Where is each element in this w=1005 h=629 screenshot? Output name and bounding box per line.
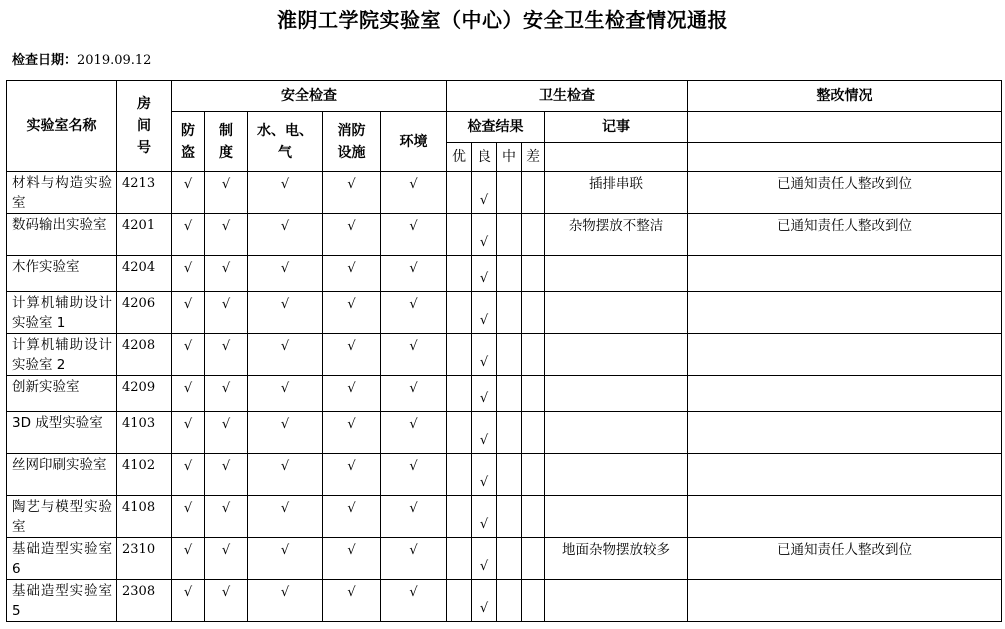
grade-cell — [447, 172, 472, 214]
safety-check-mark: √ — [172, 454, 205, 496]
safety-check-mark: √ — [323, 496, 381, 538]
safety-check-mark: √ — [248, 454, 323, 496]
safety-check-mark: √ — [205, 334, 248, 376]
room-number-cell: 4201 — [117, 214, 172, 256]
header-grade-fair: 中 — [497, 143, 522, 172]
rectification-cell — [688, 256, 1002, 292]
grade-cell — [497, 496, 522, 538]
grade-cell — [447, 256, 472, 292]
lab-name-cell: 数码输出实验室 — [7, 214, 117, 256]
grade-cell — [497, 172, 522, 214]
grade-cell — [447, 580, 472, 622]
safety-check-mark: √ — [172, 412, 205, 454]
header-rectification-blank — [688, 112, 1002, 143]
safety-check-mark: √ — [323, 334, 381, 376]
safety-check-mark: √ — [205, 580, 248, 622]
safety-check-mark: √ — [205, 256, 248, 292]
lab-name-cell: 丝网印刷实验室 — [7, 454, 117, 496]
header-room-no: 房间号 — [117, 81, 172, 172]
notes-cell — [545, 496, 688, 538]
notes-cell — [545, 454, 688, 496]
header-safety-check: 安全检查 — [172, 81, 447, 112]
table-row — [7, 214, 1002, 256]
header-rectification: 整改情况 — [688, 81, 1002, 112]
inspection-table — [6, 80, 1002, 622]
safety-check-mark: √ — [323, 172, 381, 214]
rectification-cell — [688, 292, 1002, 334]
rectification-cell: 已通知责任人整改到位 — [688, 214, 1002, 256]
grade-cell — [522, 292, 545, 334]
safety-check-mark: √ — [323, 454, 381, 496]
grade-cell: √ — [472, 214, 497, 256]
safety-check-mark: √ — [323, 412, 381, 454]
lab-name-cell: 3D 成型实验室 — [7, 412, 117, 454]
safety-check-mark: √ — [381, 538, 447, 580]
grade-cell: √ — [472, 256, 497, 292]
lab-name-cell: 计算机辅助设计实验室 1 — [7, 292, 117, 334]
safety-check-mark: √ — [205, 538, 248, 580]
safety-check-mark: √ — [381, 496, 447, 538]
lab-name-cell: 基础造型实验室 6 — [7, 538, 117, 580]
grade-cell: √ — [472, 496, 497, 538]
grade-cell: √ — [472, 580, 497, 622]
rectification-cell: 已通知责任人整改到位 — [688, 538, 1002, 580]
grade-cell — [522, 376, 545, 412]
table-row — [7, 454, 1002, 496]
safety-check-mark: √ — [205, 214, 248, 256]
safety-check-mark: √ — [381, 412, 447, 454]
safety-check-mark: √ — [205, 376, 248, 412]
grade-cell — [447, 538, 472, 580]
notes-cell — [545, 256, 688, 292]
room-number-cell: 4204 — [117, 256, 172, 292]
safety-check-mark: √ — [205, 292, 248, 334]
safety-check-mark: √ — [248, 538, 323, 580]
header-hygiene-check: 卫生检查 — [447, 81, 688, 112]
header-theft-prevention: 防盗 — [172, 112, 205, 172]
inspection-date-value: 2019.09.12 — [77, 53, 152, 68]
safety-check-mark: √ — [248, 496, 323, 538]
safety-check-mark: √ — [323, 292, 381, 334]
report-title: 淮阴工学院实验室（中心）安全卫生检查情况通报 — [277, 8, 728, 32]
header-notes: 记事 — [545, 112, 688, 143]
lab-name-cell: 计算机辅助设计实验室 2 — [7, 334, 117, 376]
rectification-cell — [688, 376, 1002, 412]
inspection-date-label: 检查日期： — [12, 53, 78, 68]
lab-name-cell: 材料与构造实验室 — [7, 172, 117, 214]
safety-check-mark: √ — [172, 580, 205, 622]
safety-check-mark: √ — [381, 214, 447, 256]
grade-cell — [522, 538, 545, 580]
safety-check-mark: √ — [172, 214, 205, 256]
room-number-cell: 4103 — [117, 412, 172, 454]
grade-cell: √ — [472, 454, 497, 496]
rectification-cell — [688, 580, 1002, 622]
safety-check-mark: √ — [323, 214, 381, 256]
grade-cell — [497, 580, 522, 622]
grade-cell: √ — [472, 334, 497, 376]
grade-cell — [447, 496, 472, 538]
grade-cell: √ — [472, 376, 497, 412]
safety-check-mark: √ — [323, 376, 381, 412]
table-row — [7, 292, 1002, 334]
room-number-cell: 2308 — [117, 580, 172, 622]
room-number-cell: 4108 — [117, 496, 172, 538]
safety-check-mark: √ — [248, 412, 323, 454]
safety-check-mark: √ — [248, 214, 323, 256]
rectification-cell — [688, 496, 1002, 538]
safety-check-mark: √ — [381, 376, 447, 412]
notes-cell: 插排串联 — [545, 172, 688, 214]
table-row — [7, 334, 1002, 376]
inspection-date — [12, 49, 151, 68]
room-number-cell: 4209 — [117, 376, 172, 412]
room-number-cell: 4208 — [117, 334, 172, 376]
table-row — [7, 580, 1002, 622]
safety-check-mark: √ — [205, 454, 248, 496]
table-row — [7, 376, 1002, 412]
header-grade-poor: 差 — [522, 143, 545, 172]
grade-cell — [497, 454, 522, 496]
safety-check-mark: √ — [248, 376, 323, 412]
safety-check-mark: √ — [248, 580, 323, 622]
table-row — [7, 496, 1002, 538]
safety-check-mark: √ — [381, 256, 447, 292]
grade-cell — [447, 292, 472, 334]
header-water-electric-gas: 水、电、气 — [248, 112, 323, 172]
grade-cell — [497, 292, 522, 334]
grade-cell — [522, 454, 545, 496]
lab-name-cell: 基础造型实验室 5 — [7, 580, 117, 622]
rectification-cell: 已通知责任人整改到位 — [688, 172, 1002, 214]
grade-cell: √ — [472, 292, 497, 334]
notes-cell — [545, 412, 688, 454]
safety-check-mark: √ — [381, 292, 447, 334]
grade-cell — [447, 412, 472, 454]
grade-cell — [522, 334, 545, 376]
safety-check-mark: √ — [248, 334, 323, 376]
header-fire-facilities: 消防设施 — [323, 112, 381, 172]
header-rectification-blank-2 — [688, 143, 1002, 172]
rectification-cell — [688, 334, 1002, 376]
safety-check-mark: √ — [381, 172, 447, 214]
room-number-cell: 2310 — [117, 538, 172, 580]
grade-cell: √ — [472, 172, 497, 214]
header-notes-blank — [545, 143, 688, 172]
grade-cell — [522, 256, 545, 292]
notes-cell: 地面杂物摆放较多 — [545, 538, 688, 580]
safety-check-mark: √ — [172, 496, 205, 538]
table-row — [7, 412, 1002, 454]
safety-check-mark: √ — [323, 256, 381, 292]
lab-name-cell: 创新实验室 — [7, 376, 117, 412]
safety-check-mark: √ — [205, 172, 248, 214]
safety-check-mark: √ — [205, 412, 248, 454]
safety-check-mark: √ — [172, 172, 205, 214]
safety-check-mark: √ — [248, 292, 323, 334]
safety-check-mark: √ — [323, 580, 381, 622]
grade-cell — [447, 454, 472, 496]
grade-cell — [522, 214, 545, 256]
rectification-cell — [688, 412, 1002, 454]
grade-cell — [522, 496, 545, 538]
grade-cell: √ — [472, 538, 497, 580]
header-check-result: 检查结果 — [447, 112, 545, 143]
grade-cell — [497, 214, 522, 256]
notes-cell — [545, 580, 688, 622]
safety-check-mark: √ — [172, 334, 205, 376]
notes-cell — [545, 292, 688, 334]
table-row — [7, 172, 1002, 214]
safety-check-mark: √ — [172, 376, 205, 412]
notes-cell — [545, 334, 688, 376]
room-number-cell: 4213 — [117, 172, 172, 214]
safety-check-mark: √ — [381, 334, 447, 376]
grade-cell — [497, 334, 522, 376]
grade-cell — [522, 580, 545, 622]
grade-cell — [497, 412, 522, 454]
safety-check-mark: √ — [248, 172, 323, 214]
grade-cell — [447, 334, 472, 376]
safety-check-mark: √ — [381, 454, 447, 496]
grade-cell — [497, 538, 522, 580]
safety-check-mark: √ — [323, 538, 381, 580]
grade-cell — [522, 172, 545, 214]
safety-check-mark: √ — [381, 580, 447, 622]
grade-cell — [497, 256, 522, 292]
safety-check-mark: √ — [205, 496, 248, 538]
notes-cell: 杂物摆放不整洁 — [545, 214, 688, 256]
grade-cell — [497, 376, 522, 412]
header-environment: 环境 — [381, 112, 447, 172]
room-number-cell: 4102 — [117, 454, 172, 496]
safety-check-mark: √ — [172, 256, 205, 292]
lab-name-cell: 木作实验室 — [7, 256, 117, 292]
header-regulations: 制度 — [205, 112, 248, 172]
safety-check-mark: √ — [248, 256, 323, 292]
notes-cell — [545, 376, 688, 412]
header-grade-good: 良 — [472, 143, 497, 172]
table-row — [7, 256, 1002, 292]
table-row — [7, 538, 1002, 580]
grade-cell — [447, 214, 472, 256]
lab-name-cell: 陶艺与模型实验室 — [7, 496, 117, 538]
safety-check-mark: √ — [172, 292, 205, 334]
header-grade-excellent: 优 — [447, 143, 472, 172]
rectification-cell — [688, 454, 1002, 496]
grade-cell — [522, 412, 545, 454]
grade-cell — [447, 376, 472, 412]
header-lab-name: 实验室名称 — [7, 81, 117, 172]
grade-cell: √ — [472, 412, 497, 454]
safety-check-mark: √ — [172, 538, 205, 580]
room-number-cell: 4206 — [117, 292, 172, 334]
